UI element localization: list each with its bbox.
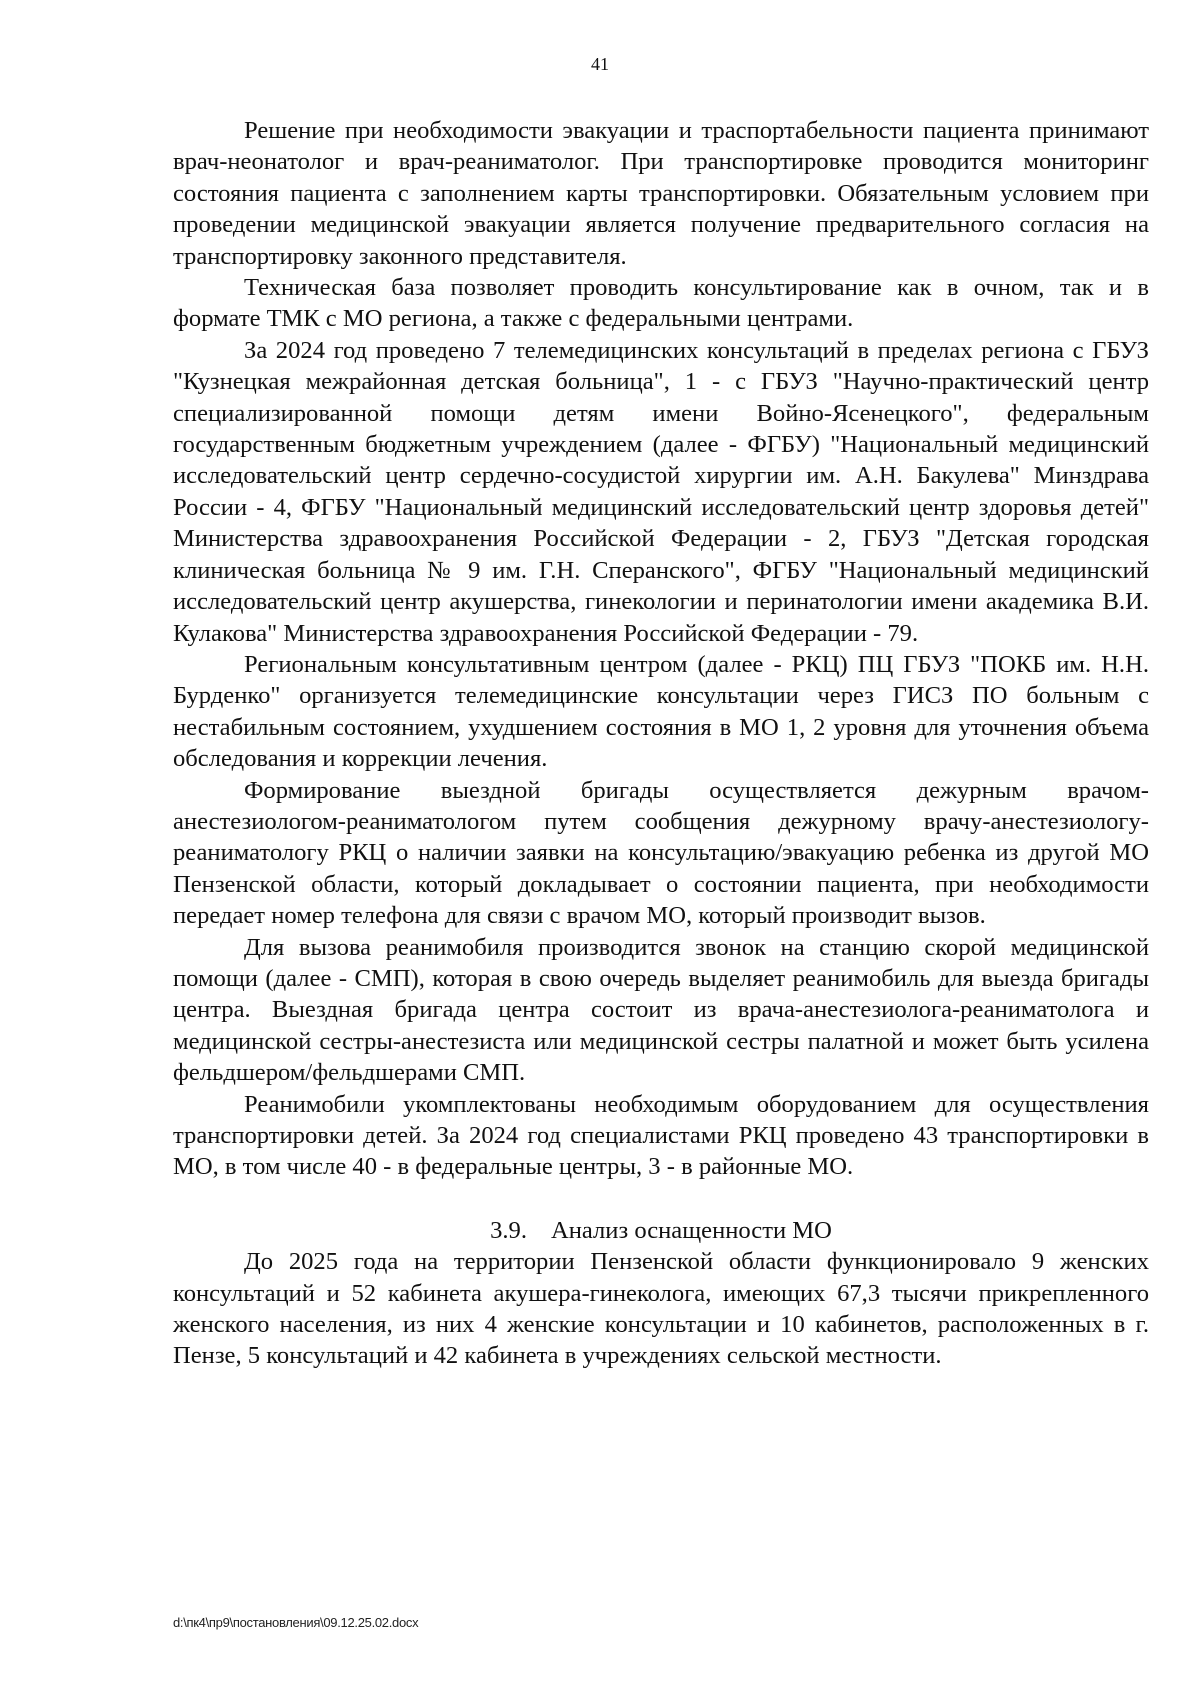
paragraph-telemedicine-2024: За 2024 год проведено 7 телемедицинских консультаций в пределах региона с ГБУЗ "Кузнецкая межрайонная детская больница", 1 - с ГБУЗ "Научно-практический центр специализированной помощи детям имени Войно-Ясенецкого", федеральным государственным бюджетным учреждением (далее - ФГБУ) "Национальный медицинский исследовательский центр сердечно-сосудистой хирургии им. А.Н. Бакулева" Минздрава России - 4, ФГБУ "Национальный медицинский исследовательский центр здоровья детей" Министерства здравоохранения Российской Федерации - 2, ГБУЗ "Детская городская клиническая больница № 9 им. Г.Н. Сперанского", ФГБУ "Национальный медицинский исследовательский центр акушерства, гинекологии и перинатологии имени академика В.И. Кулакова" Министерства здравоохранения Российской Федерации - 79. — [173, 336, 1149, 647]
paragraph-regional-center: Региональным консультативным центром (далее - РКЦ) ПЦ ГБУЗ "ПОКБ им. Н.Н. Бурденко" организуется телемедицинские консультации через ГИСЗ ПО больным с нестабильным состоянием, ухудшением состояния в МО 1, 2 уровня для уточнения объема обследования и коррекции лечения. — [173, 650, 1149, 773]
paragraph-transportation-stats: Реанимобили укомплектованы необходимым оборудованием для осуществления транспортировки детей. За 2024 год специалистами РКЦ проведено 43 транспортировки в МО, в том числе 40 - в федеральные центры, 3 - в районные МО. — [173, 1090, 1149, 1181]
paragraph-field-team: Формирование выездной бригады осуществляется дежурным врачом-анестезиологом-реаниматологом путем сообщения дежурному врачу-анестезиологу-реаниматологу РКЦ о наличии заявки на консультацию/эвакуацию ребенка из другой МО Пензенской области, который докладывает о состоянии пациента, при необходимости передает номер телефона для связи с врачом МО, который производит вызов. — [173, 776, 1149, 930]
paragraph-ambulance-call: Для вызова реанимобиля производится звонок на станцию скорой медицинской помощи (далее - СМП), которая в свою очередь выделяет реанимобиль для выезда бригады центра. Выездная бригада центра состоит из врача-анестезиолога-реаниматолога и медицинской сестры-анестезиста или медицинской сестры палатной и может быть усилена фельдшером/фельдшерами СМП. — [173, 933, 1149, 1087]
paragraph-technical-base: Техническая база позволяет проводить консультирование как в очном, так и в формате ТМК с МО региона, а также с федеральными центрами. — [173, 274, 1149, 333]
section-heading — [173, 1215, 1149, 1246]
section-title: Анализ оснащенности МО — [550, 1216, 832, 1244]
paragraph-womens-consultations: До 2025 года на территории Пензенской области функционировало 9 женских консультаций и 52 кабинета акушера-гинеколога, имеющих 67,3 тысячи прикрепленного женского населения, из них 4 женские консультации и 10 кабинетов, расположенных в г. Пензе, 5 консультаций и 42 кабинета в учреждениях сельской местности. — [173, 1248, 1149, 1370]
paragraph-evacuation-decision: Решение при необходимости эвакуации и траспортабельности пациента принимают врач-неонатолог и врач-реаниматолог. При транспортировке проводится мониторинг состояния пациента с заполнением карты транспортировки. Обязательным условием при проведении медицинской эвакуации является получение предварительного согласия на транспортировку законного представителя. — [173, 117, 1149, 270]
document-body — [173, 115, 1149, 1372]
page-number: 41 — [591, 54, 609, 74]
section-number: 3.9. — [490, 1216, 527, 1244]
footer-file-path: d:\пк4\пр9\постановления\09.12.25.02.docx — [173, 1615, 419, 1630]
